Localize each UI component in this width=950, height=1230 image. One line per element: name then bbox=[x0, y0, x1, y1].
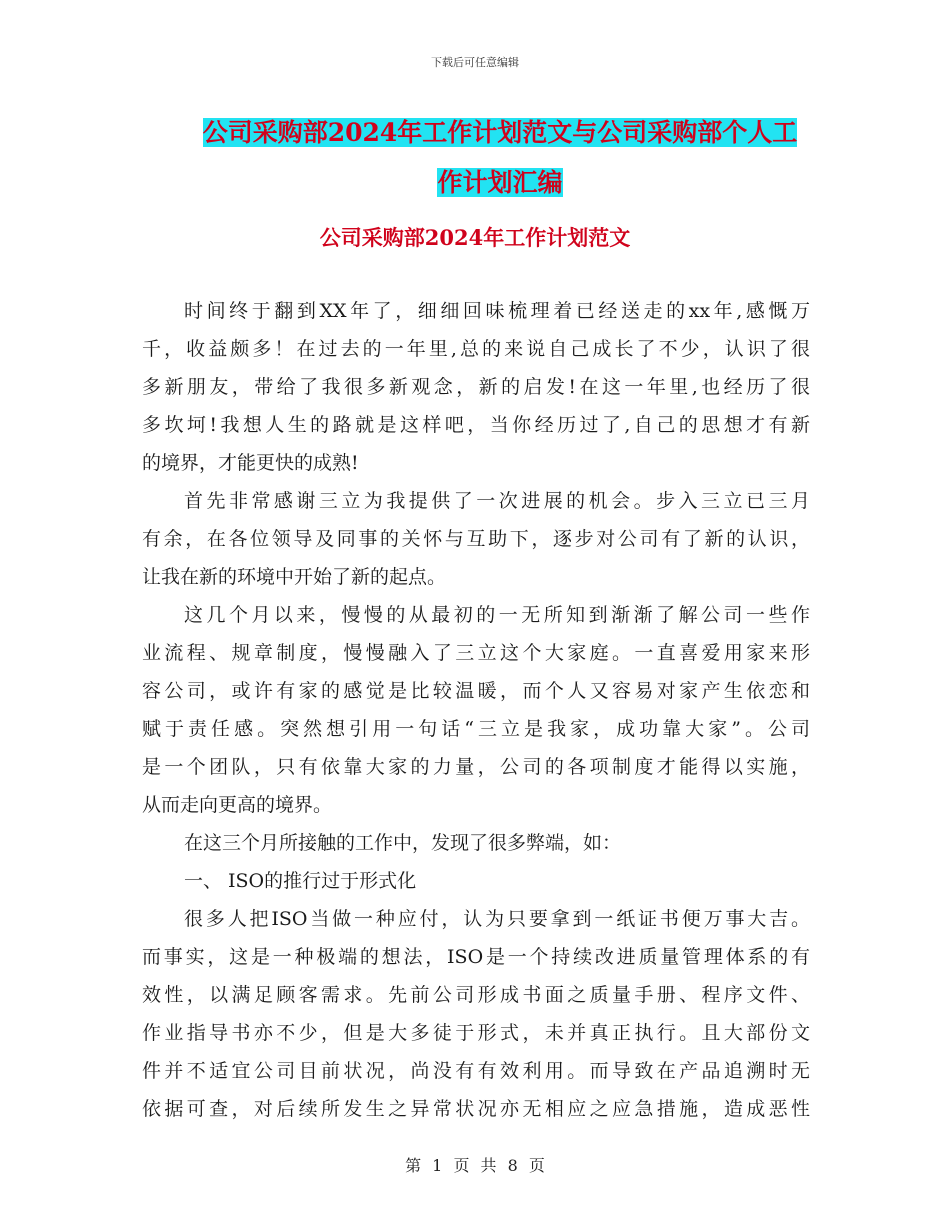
body-line: 依据可查，对后续所发生之异常状况亦无相应之应急措施，造成恶性 bbox=[142, 1098, 810, 1120]
body-line: 让我在新的环境中开始了新的起点。 bbox=[142, 566, 447, 588]
body-line: 很多人把ISO当做一种应付，认为只要拿到一纸证书便万事大吉。 bbox=[184, 908, 810, 930]
body-line: 有余，在各位领导及同事的关怀与互助下，逐步对公司有了新的认识， bbox=[142, 528, 810, 550]
body-line: 这几个月以来，慢慢的从最初的一无所知到渐渐了解公司一些作 bbox=[184, 604, 810, 626]
body-line: 时间终于翻到XX年了，细细回味梳理着已经送走的xx年,感慨万 bbox=[184, 300, 810, 322]
body-line: 的境界，才能更快的成熟! bbox=[142, 452, 359, 474]
document-title-line-1: 公司采购部2024年工作计划范文与公司采购部个人工 bbox=[202, 118, 798, 147]
body-line: 多新朋友，带给了我很多新观念，新的启发!在这一年里,也经历了很 bbox=[142, 376, 810, 398]
body-line: 从而走向更高的境界。 bbox=[142, 794, 333, 816]
body-line: 件并不适宜公司目前状况，尚没有有效利用。而导致在产品追溯时无 bbox=[142, 1060, 810, 1082]
body-line: 容公司，或许有家的感觉是比较温暖，而个人又容易对家产生依恋和 bbox=[142, 680, 810, 702]
body-line: 是一个团队，只有依靠大家的力量，公司的各项制度才能得以实施， bbox=[142, 756, 810, 778]
body-text bbox=[142, 292, 810, 1128]
body-line: 而事实，这是一种极端的想法，ISO是一个持续改进质量管理体系的有 bbox=[142, 946, 810, 968]
body-line: 千，收益颇多！在过去的一年里,总的来说自己成长了不少，认识了很 bbox=[142, 338, 810, 360]
section-title: 公司采购部2024年工作计划范文 bbox=[319, 225, 631, 250]
header-note: 下载后可任意编辑 bbox=[431, 56, 519, 69]
body-line: 赋于责任感。突然想引用一句话“三立是我家，成功靠大家”。公司 bbox=[142, 718, 810, 740]
body-line: 在这三个月所接触的工作中，发现了很多弊端，如： bbox=[184, 832, 622, 854]
document-title bbox=[140, 108, 860, 208]
body-line: 多坎坷!我想人生的路就是这样吧，当你经历过了,自己的思想才有新 bbox=[142, 414, 810, 436]
page-footer: 第 1 页 共 8 页 bbox=[405, 1156, 545, 1175]
body-line: 首先非常感谢三立为我提供了一次进展的机会。步入三立已三月 bbox=[184, 490, 810, 512]
body-line: 效性，以满足顾客需求。先前公司形成书面之质量手册、程序文件、 bbox=[142, 984, 810, 1006]
body-line: 一、 ISO的推行过于形式化 bbox=[184, 870, 417, 892]
body-line: 业流程、规章制度，慢慢融入了三立这个大家庭。一直喜爱用家来形 bbox=[142, 642, 810, 664]
body-line: 作业指导书亦不少，但是大多徒于形式，未并真正执行。且大部份文 bbox=[142, 1022, 810, 1044]
document-title-line-2: 作计划汇编 bbox=[437, 168, 563, 197]
